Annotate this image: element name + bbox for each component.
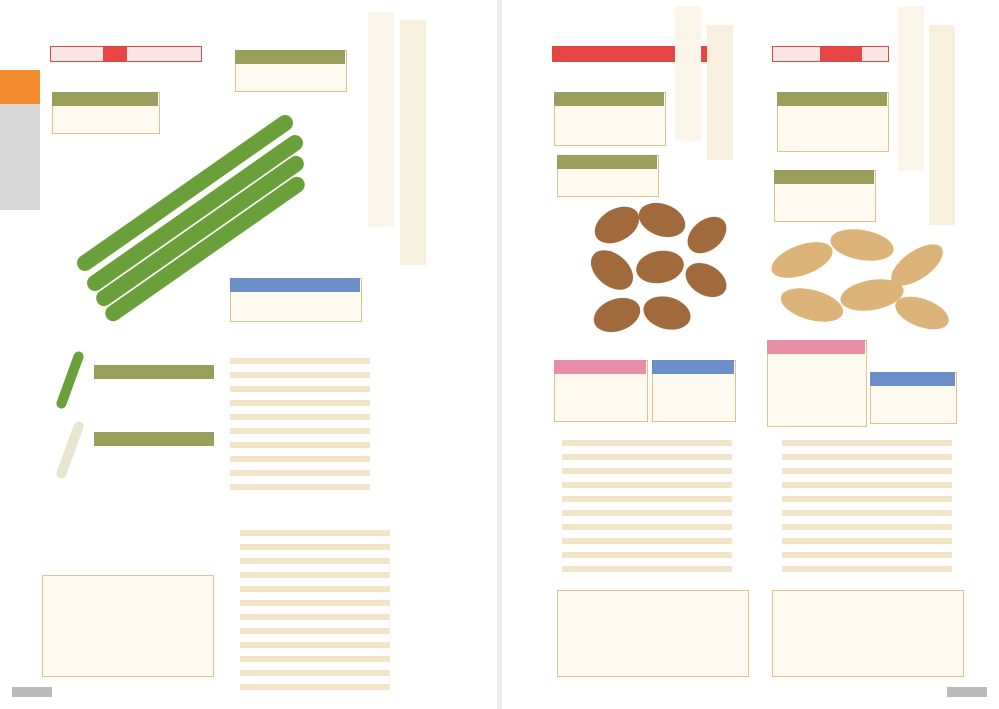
- body-text: [240, 586, 390, 592]
- food-illustration: [45, 350, 95, 480]
- info-label: [94, 365, 214, 379]
- body-text: [562, 454, 732, 460]
- body-text: [230, 470, 370, 476]
- body-text: [562, 440, 732, 446]
- info-label: [767, 340, 865, 354]
- info-label: [774, 170, 874, 184]
- body-text: [562, 524, 732, 530]
- body-text: [782, 454, 952, 460]
- body-text: [230, 386, 370, 392]
- info-label: [230, 278, 360, 292]
- body-text: [782, 566, 952, 572]
- body-text: [782, 524, 952, 530]
- vertical-subtitle: [898, 6, 924, 171]
- info-label: [94, 432, 214, 446]
- food-illustration: [762, 215, 952, 335]
- body-text: [782, 496, 952, 502]
- body-text: [230, 428, 370, 434]
- body-text: [240, 572, 390, 578]
- info-label: [557, 155, 657, 169]
- nutrient-table: [42, 575, 214, 677]
- body-text: [240, 656, 390, 662]
- page-number: [12, 687, 52, 697]
- body-text: [240, 670, 390, 676]
- body-text: [230, 442, 370, 448]
- left-page: [0, 0, 497, 709]
- body-text: [240, 544, 390, 550]
- body-text: [782, 538, 952, 544]
- body-text: [782, 468, 952, 474]
- body-text: [240, 614, 390, 620]
- vertical-subtitle: [368, 12, 394, 227]
- body-text: [240, 530, 390, 536]
- info-label: [777, 92, 887, 106]
- body-text: [230, 358, 370, 364]
- body-text: [562, 482, 732, 488]
- info-label: [554, 92, 664, 106]
- body-text: [562, 496, 732, 502]
- body-text: [562, 538, 732, 544]
- info-label: [652, 360, 734, 374]
- page-number: [947, 687, 987, 697]
- vertical-title: [707, 25, 733, 160]
- body-text: [230, 414, 370, 420]
- vertical-title: [929, 25, 955, 225]
- nutrient-table: [772, 590, 964, 677]
- section-tab-marker: [0, 70, 40, 104]
- vertical-title: [400, 20, 426, 265]
- body-text: [230, 484, 370, 490]
- body-text: [230, 400, 370, 406]
- body-text: [240, 642, 390, 648]
- info-label: [235, 50, 345, 64]
- info-label: [554, 360, 646, 374]
- body-text: [230, 456, 370, 462]
- body-text: [240, 558, 390, 564]
- season-highlight: [103, 47, 127, 61]
- season-highlight: [820, 47, 862, 61]
- body-text: [230, 372, 370, 378]
- body-text: [240, 684, 390, 690]
- body-text: [782, 440, 952, 446]
- body-text: [562, 468, 732, 474]
- right-page: [502, 0, 999, 709]
- body-text: [782, 552, 952, 558]
- body-text: [562, 566, 732, 572]
- body-text: [562, 510, 732, 516]
- body-text: [562, 552, 732, 558]
- vertical-subtitle: [675, 6, 701, 141]
- body-text: [240, 628, 390, 634]
- body-text: [240, 600, 390, 606]
- food-illustration: [582, 195, 732, 345]
- body-text: [782, 510, 952, 516]
- info-label: [870, 372, 955, 386]
- body-text: [782, 482, 952, 488]
- nutrient-table: [557, 590, 749, 677]
